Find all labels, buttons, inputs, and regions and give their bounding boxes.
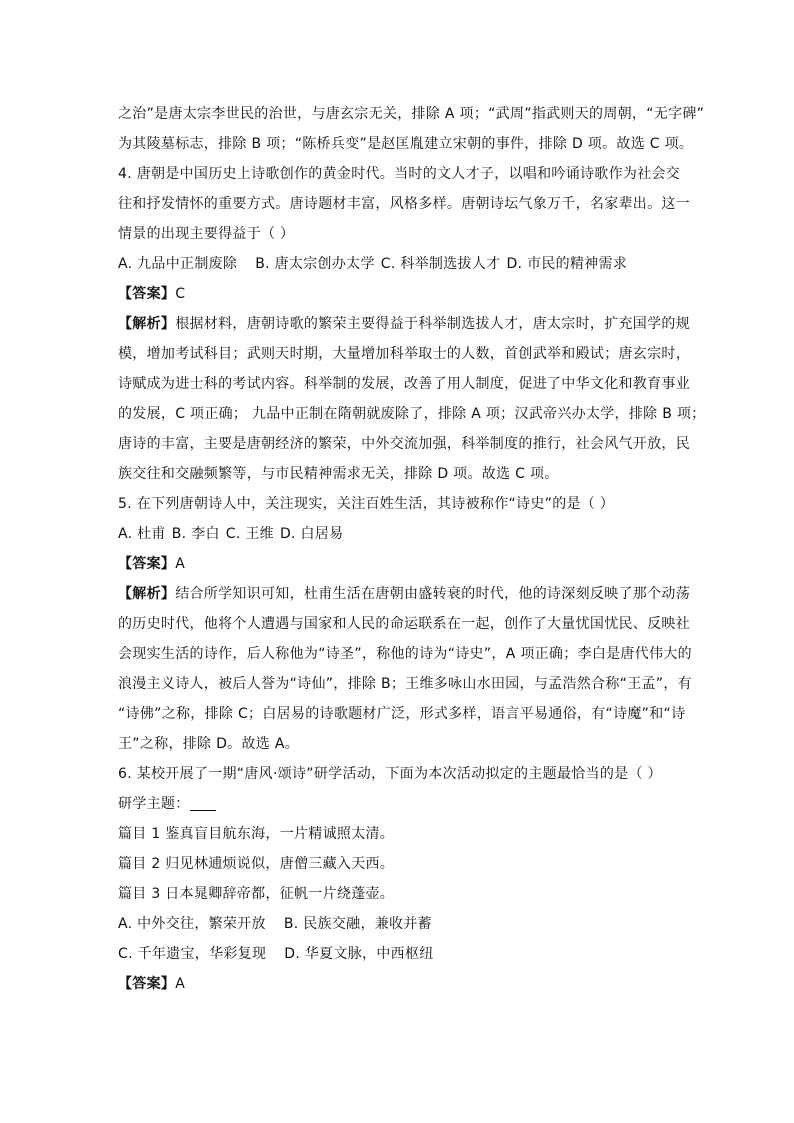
analysis-text: 结合所学知识可知，杜甫生活在唐朝由盛转衰的时代，他的诗深刻反映了那个动荡 <box>175 586 691 602</box>
question-4-analysis <box>118 309 691 339</box>
option-a: A. 中外交往，繁荣开放 <box>118 916 266 932</box>
answer-label: 【答案】 <box>118 556 176 572</box>
answer-value: A <box>175 976 186 992</box>
option-d: D. 白居易 <box>279 526 344 542</box>
option-b: B. 李白 <box>171 526 220 542</box>
question-4-options <box>118 249 680 279</box>
analysis-line: 诗赋成为进士科的考试内容。科举制的发展，改善了用人制度，促进了中华文化和教育事业 <box>118 376 690 392</box>
poem-piece-1: 篇目 1 鉴真盲目航东海，一片精诚照太清。 <box>118 826 395 842</box>
question-5-stem: 5. 在下列唐朝诗人中，关注现实，关注百姓生活，其诗被称作“诗史”的是（ ） <box>118 496 615 512</box>
question-6-options-row-1 <box>118 909 680 939</box>
option-b: B. 民族交融，兼收并蓄 <box>283 916 432 932</box>
answer-label: 【答案】 <box>118 286 176 302</box>
question-4-stem: 情景的出现主要得益于（ ） <box>118 226 295 242</box>
analysis-label: 【解析】 <box>118 316 176 332</box>
research-topic-label: 研学主题： <box>118 796 190 812</box>
question-4-answer <box>118 279 680 309</box>
document-page <box>118 99 706 999</box>
analysis-line: “诗佛”之称，排除 C；白居易的诗歌题材广泛，形式多样，语言平易通俗，有“诗魔”和“诗 <box>118 706 686 722</box>
option-d: D. 华夏文脉，中西枢纽 <box>284 946 434 962</box>
option-d: D. 市民的精神需求 <box>506 256 628 272</box>
option-a: A. 九品中正制废除 <box>118 256 238 272</box>
research-topic <box>118 789 680 819</box>
analysis-line: 的历史时代，他将个人遭遇与国家和人民的命运联系在一起，创作了大量忧国忧民、反映社 <box>118 616 690 632</box>
option-c: C. 科举制选拔人才 <box>380 256 501 272</box>
analysis-continuation-line: 之治”是唐太宗李世民的治世，与唐玄宗无关，排除 A 项；“武周”指武则天的周朝，“无字碑” <box>118 106 705 122</box>
option-c: C. 王维 <box>225 526 274 542</box>
question-4-stem: 往和抒发情怀的重要方式。唐诗题材丰富，风格多样。唐朝诗坛气象万千，名家辈出。这一 <box>118 196 690 212</box>
question-6-options-row-2 <box>118 939 680 969</box>
option-c: C. 千年遗宝，华彩复现 <box>118 946 267 962</box>
analysis-text: 根据材料，唐朝诗歌的繁荣主要得益于科举制选拔人才，唐太宗时，扩充国学的规 <box>175 316 691 332</box>
option-a: A. 杜甫 <box>118 526 166 542</box>
analysis-label: 【解析】 <box>118 586 176 602</box>
poem-piece-2: 篇目 2 归见林逋烦说似，唐僧三藏入天西。 <box>118 856 395 872</box>
analysis-continuation-line: 为其陵墓标志，排除 B 项；“陈桥兵变”是赵匡胤建立宋朝的事件，排除 D 项。故选 C 项。 <box>118 136 694 152</box>
question-5-options <box>118 519 680 549</box>
answer-value: C <box>175 286 186 302</box>
option-b: B. 唐太宗创办太学 <box>255 256 375 272</box>
answer-label: 【答案】 <box>118 976 176 992</box>
answer-value: A <box>175 556 186 572</box>
analysis-line: 会现实生活的诗作，后人称他为“诗圣”，称他的诗为“诗史”，A 项正确；李白是唐代伟大的 <box>118 646 692 662</box>
analysis-line: 王”之称，排除 D。故选 A。 <box>118 736 300 752</box>
answer-blank <box>190 792 216 811</box>
question-6-stem: 6. 某校开展了一期“唐风·颂诗”研学活动，下面为本次活动拟定的主题最恰当的是（ ） <box>118 766 662 782</box>
question-5-analysis <box>118 579 691 609</box>
analysis-line: 族交往和交融频繁等，与市民精神需求无关，排除 D 项。故选 C 项。 <box>118 466 559 482</box>
analysis-line: 唐诗的丰富，主要是唐朝经济的繁荣，中外交流加强，科举制度的推行，社会风气开放，民 <box>118 436 690 452</box>
question-5-answer <box>118 549 680 579</box>
analysis-line: 的发展，C 项正确； 九品中正制在隋朝就废除了，排除 A 项；汉武帝兴办太学，排除 B 项； <box>118 406 706 422</box>
poem-piece-3: 篇目 3 日本晁卿辞帝都，征帆一片绕蓬壶。 <box>118 886 395 902</box>
analysis-line: 浪漫主义诗人，被后人誉为“诗仙”，排除 B；王维多咏山水田园，与孟浩然合称“王孟”，有 <box>118 676 692 692</box>
question-6-answer <box>118 969 680 999</box>
question-4-stem: 4. 唐朝是中国历史上诗歌创作的黄金时代。当时的文人才子，以唱和吟诵诗歌作为社会交 <box>118 166 681 182</box>
analysis-line: 模，增加考试科目；武则天时期，大量增加科举取士的人数，首创武举和殿试；唐玄宗时， <box>118 346 690 362</box>
